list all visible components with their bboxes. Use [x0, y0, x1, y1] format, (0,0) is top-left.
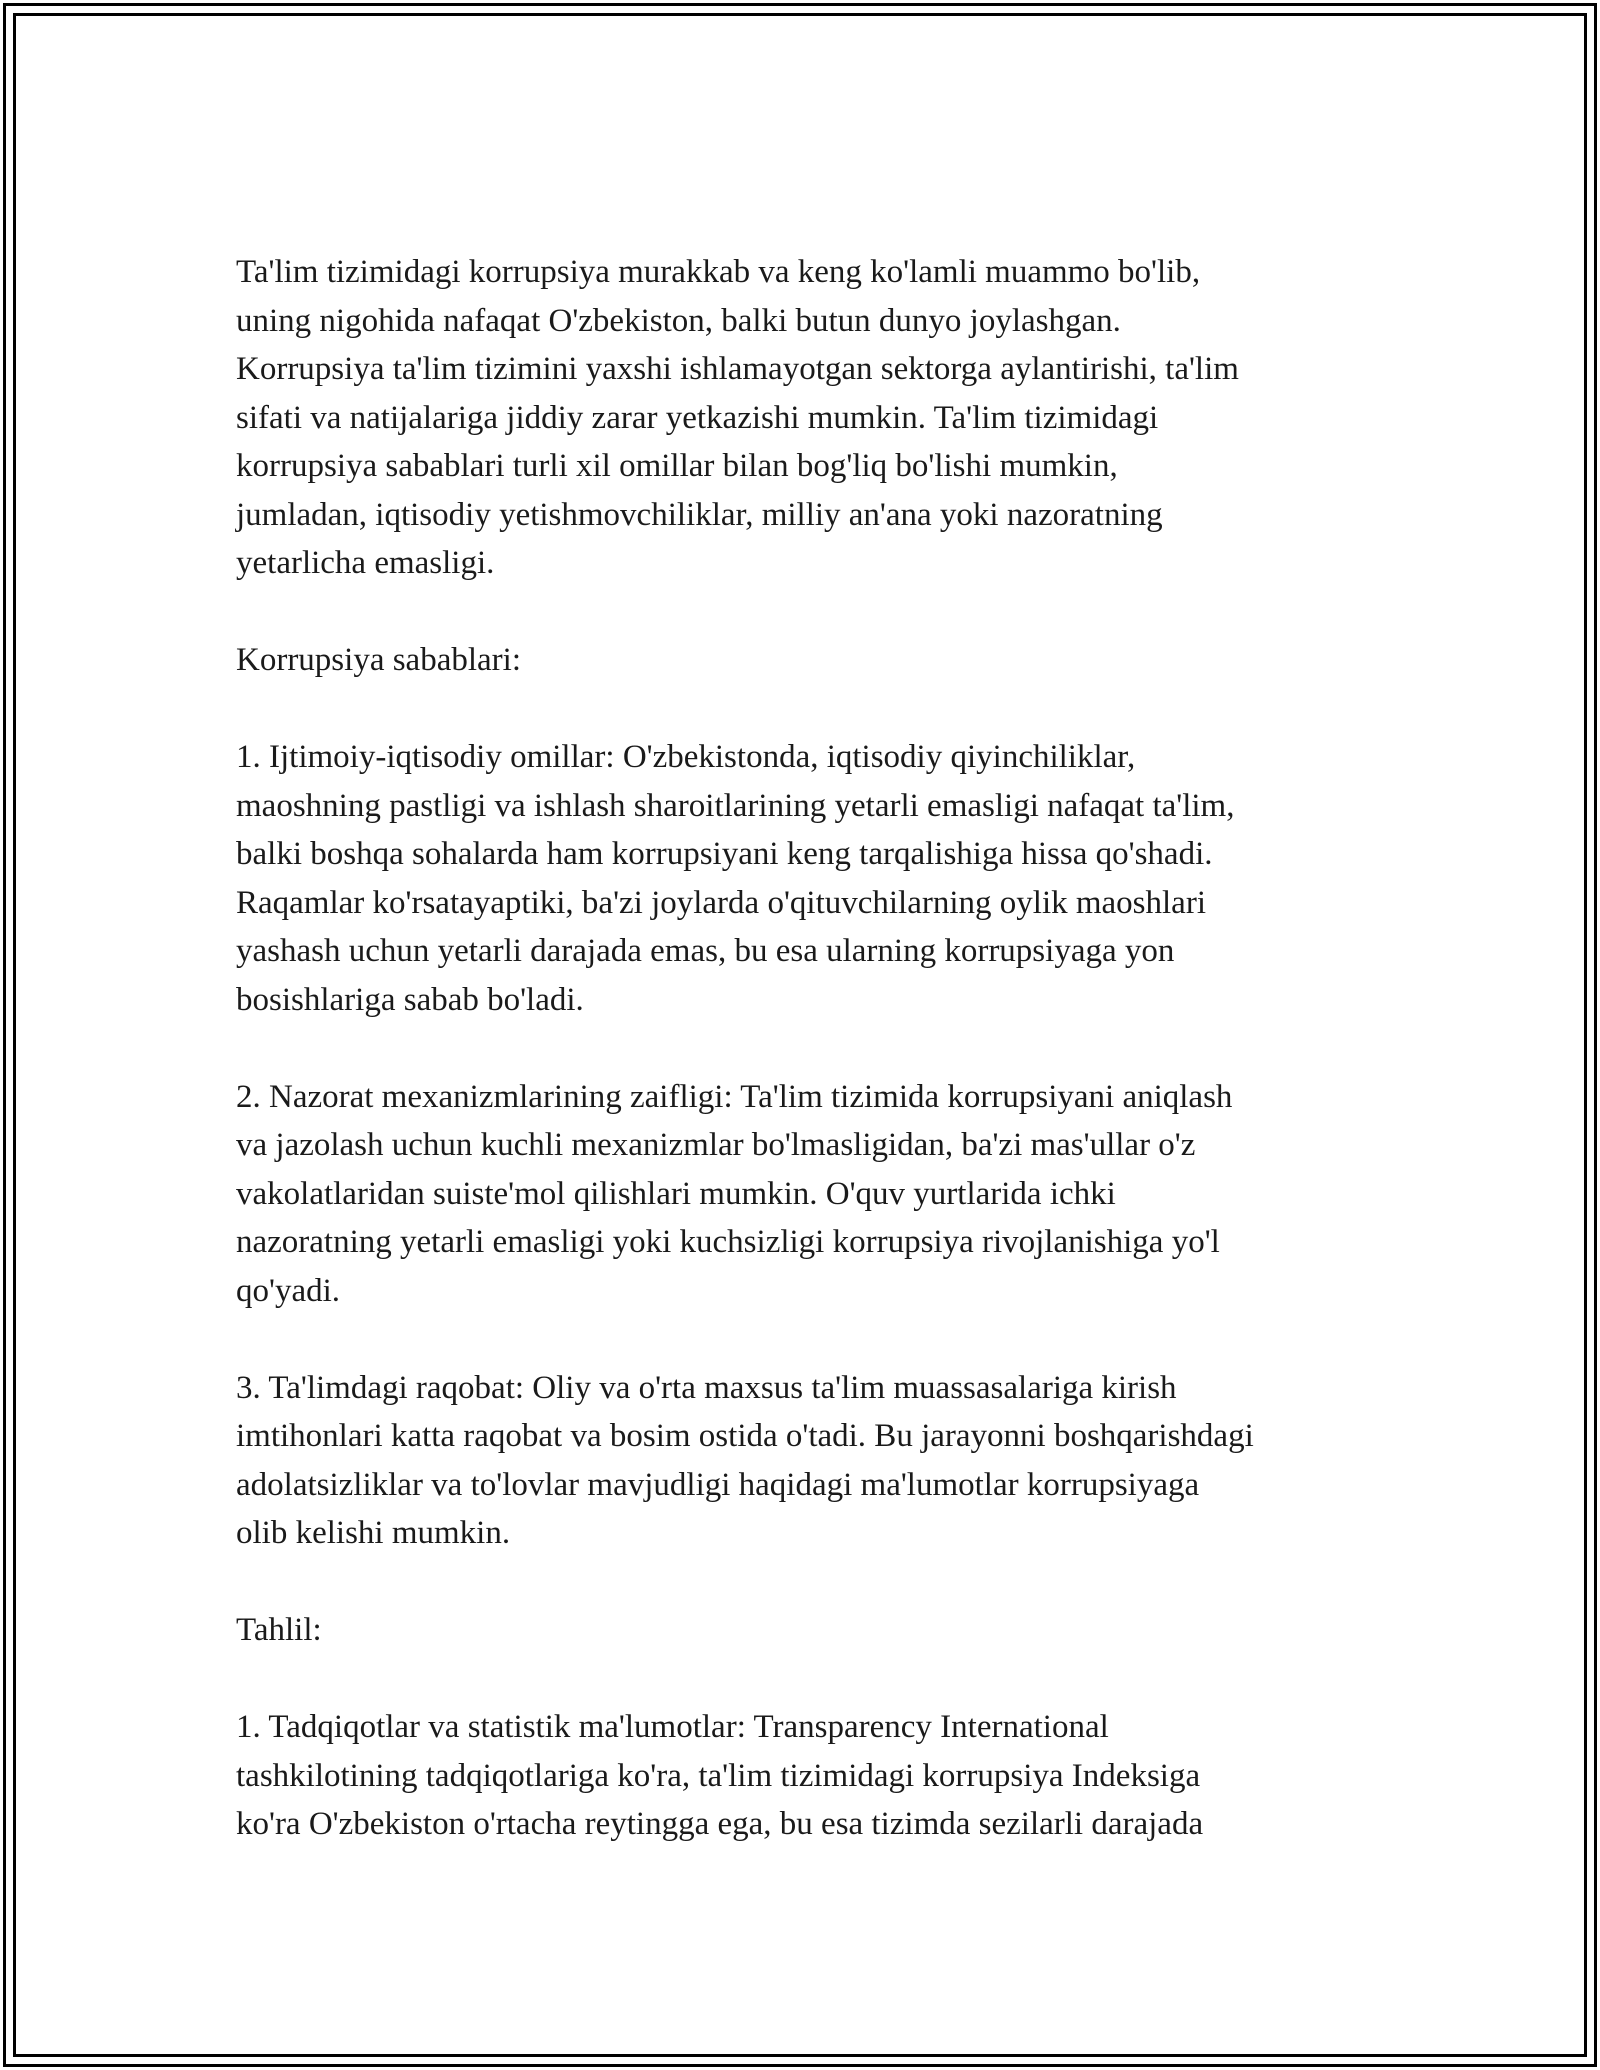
- section-heading: Korrupsiya sabablari:: [236, 642, 521, 678]
- blank-line: [236, 685, 1376, 734]
- text-line: 1. Tadqiqotlar va statistik ma'lumotlar: Transparency International: [236, 1709, 1109, 1745]
- text-line: ko'ra O'zbekiston o'rtacha reytingga ega, bu esa tizimda sezilarli darajada: [236, 1806, 1204, 1842]
- blank-line: [236, 1655, 1376, 1704]
- text-line: Ta'lim tizimidagi korrupsiya murakkab va keng ko'lamli muammo bo'lib,: [236, 254, 1201, 290]
- section-heading: Tahlil:: [236, 1612, 322, 1648]
- text-line: qo'yadi.: [236, 1272, 341, 1309]
- blank-line: [236, 1315, 1376, 1364]
- text-line: va jazolash uchun kuchli mexanizmlar bo'lmasligidan, ba'zi mas'ullar o'z: [236, 1127, 1196, 1163]
- text-line: yetarlicha emasligi.: [236, 545, 495, 581]
- text-line: balki boshqa sohalarda ham korrupsiyani keng tarqalishiga hissa qo'shadi.: [236, 836, 1213, 872]
- text-line: yashash uchun yetarli darajada emas, bu esa ularning korrupsiyaga yon: [236, 933, 1175, 969]
- text-line: nazoratning yetarli emasligi yoki kuchsizligi korrupsiya rivojlanishiga yo'l: [236, 1224, 1220, 1260]
- text-line: tashkilotining tadqiqotlariga ko'ra, ta'lim tizimidagi korrupsiya Indeksiga: [236, 1757, 1201, 1794]
- document-body: [236, 248, 1376, 1849]
- blank-line: [236, 588, 1376, 637]
- text-line: imtihonlari katta raqobat va bosim ostida o'tadi. Bu jarayonni boshqarishdagi: [236, 1418, 1254, 1454]
- text-line: Raqamlar ko'rsatayaptiki, ba'zi joylarda o'qituvchilarning oylik maoshlari: [236, 884, 1206, 921]
- text-line: Korrupsiya ta'lim tizimini yaxshi ishlamayotgan sektorga aylantirishi, ta'lim: [236, 351, 1239, 387]
- text-line: jumladan, iqtisodiy yetishmovchiliklar, milliy an'ana yoki nazoratning: [236, 496, 1163, 533]
- text-line: vakolatlaridan suiste'mol qilishlari mumkin. O'quv yurtlarida ichki: [236, 1175, 1116, 1212]
- blank-line: [236, 1558, 1376, 1607]
- text-line: 3. Ta'limdagi raqobat: Oliy va o'rta maxsus ta'lim muassasalariga kirish: [236, 1369, 1177, 1406]
- blank-line: [236, 1024, 1376, 1073]
- text-line: uning nigohida nafaqat O'zbekiston, balki butun dunyo joylashgan.: [236, 302, 1121, 339]
- text-line: bosishlariga sabab bo'ladi.: [236, 981, 584, 1018]
- text-line: korrupsiya sabablari turli xil omillar bilan bog'liq bo'lishi mumkin,: [236, 448, 1118, 484]
- text-line: olib kelishi mumkin.: [236, 1515, 511, 1551]
- text-line: 1. Ijtimoiy-iqtisodiy omillar: O'zbekistonda, iqtisodiy qiyinchiliklar,: [236, 739, 1136, 775]
- text-line: sifati va natijalariga jiddiy zarar yetkazishi mumkin. Ta'lim tizimidagi: [236, 399, 1159, 436]
- text-line: 2. Nazorat mexanizmlarining zaifligi: Ta'lim tizimida korrupsiyani aniqlash: [236, 1078, 1233, 1115]
- text-line: adolatsizliklar va to'lovlar mavjudligi haqidagi ma'lumotlar korrupsiyaga: [236, 1466, 1200, 1503]
- text-line: maoshning pastligi va ishlash sharoitlarining yetarli emasligi nafaqat ta'lim,: [236, 787, 1235, 824]
